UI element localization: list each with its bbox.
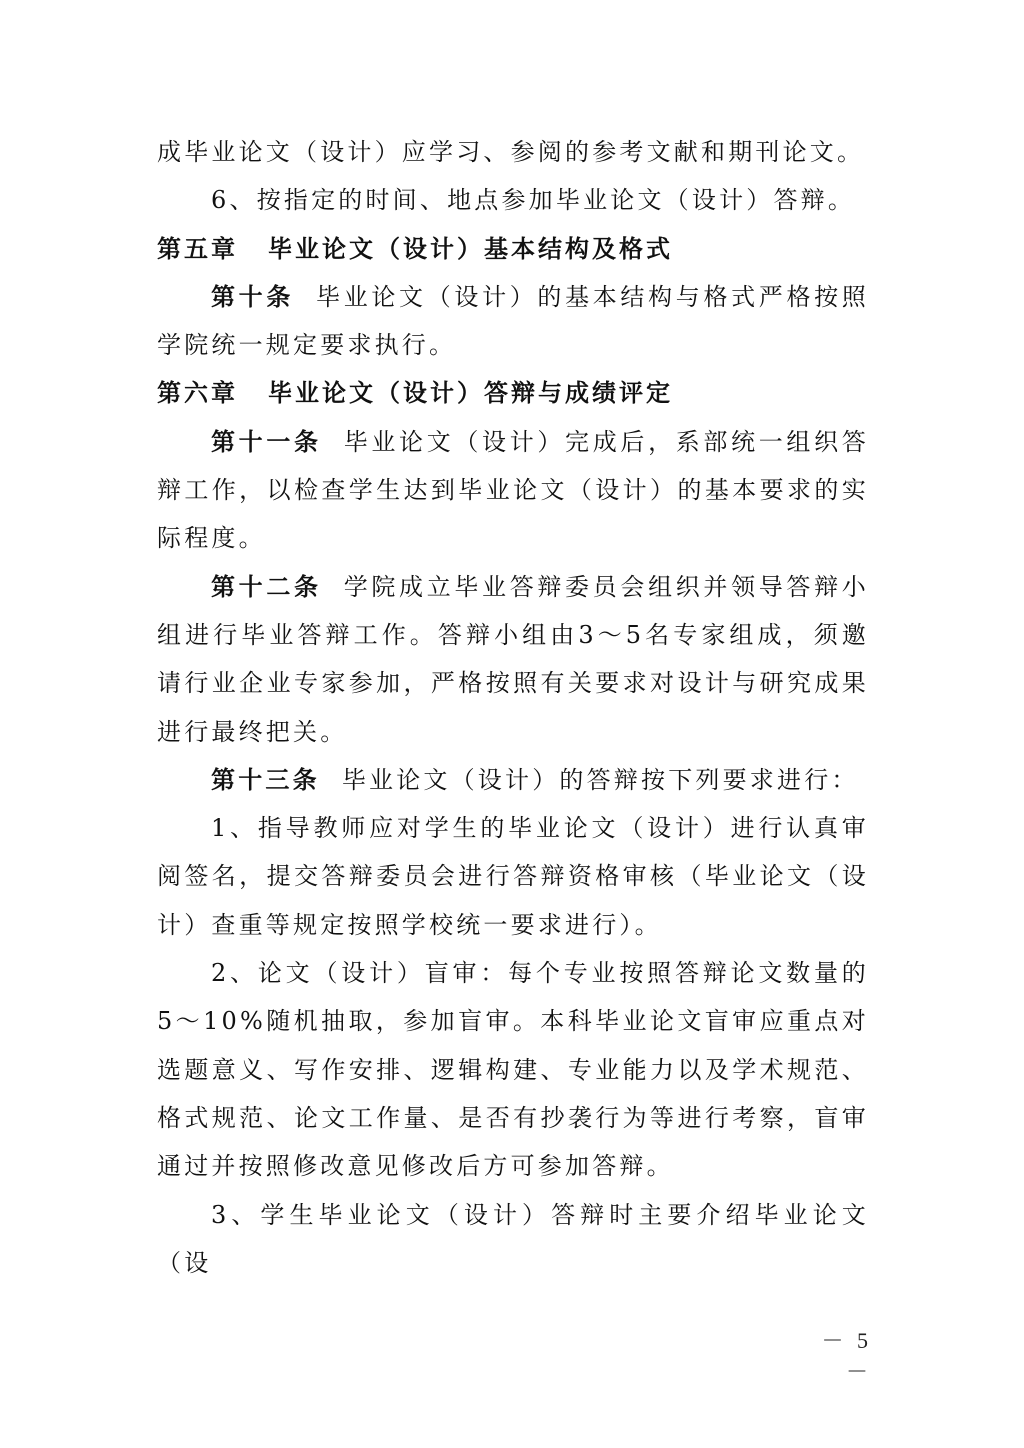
article-text: 毕业论文（设计）完成后，系部统一组织答辩工作，以检查学生达到毕业论文（设计）的基本要求的实际程度。	[157, 427, 869, 553]
page-number: － 5 －	[821, 1328, 872, 1384]
list-item-1: 1、指导教师应对学生的毕业论文（设计）进行认真审阅签名，提交答辩委员会进行答辩资格审核（毕业论文（设计）查重等规定按照学校统一要求进行）。	[157, 814, 869, 939]
article-text: 学院成立毕业答辩委员会组织并领导答辩小组进行毕业答辩工作。答辩小组由3～5名专家组成，须邀请行业企业专家参加，严格按照有关要求对设计与研究成果进行最终把关。	[157, 572, 869, 746]
article-text: 毕业论文（设计）的基本结构与格式严格按照学院统一规定要求执行。	[157, 282, 870, 360]
article-label: 第十一条	[211, 427, 322, 456]
article-label: 第十三条	[211, 765, 320, 794]
chapter-title: 毕业论文（设计）基本结构及格式	[268, 234, 673, 263]
document-body	[157, 128, 869, 1287]
paragraph-continuation: 成毕业论文（设计）应学习、参阅的参考文献和期刊论文。	[157, 138, 865, 166]
article-11	[157, 418, 869, 563]
article-12	[157, 563, 869, 756]
article-text: 毕业论文（设计）的答辩按下列要求进行：	[341, 765, 859, 794]
chapter-heading-6	[157, 369, 869, 417]
list-item-6: 6、按指定的时间、地点参加毕业论文（设计）答辩。	[211, 186, 856, 215]
article-label: 第十二条	[211, 572, 322, 601]
chapter-number: 第六章	[157, 379, 238, 408]
chapter-number: 第五章	[157, 234, 238, 263]
chapter-heading-5	[157, 225, 869, 273]
list-item-3: 3、学生毕业论文（设计）答辩时主要介绍毕业论文（设	[157, 1200, 869, 1277]
list-item-2: 2、论文（设计）盲审：每个专业按照答辩论文数量的5～10%随机抽取，参加盲审。本科毕业论文盲审应重点对选题意义、写作安排、逻辑构建、专业能力以及学术规范、格式规范、论文工作量、是否有抄袭行为等进行考察，盲审通过并按照修改意见修改后方可参加答辩。	[157, 959, 869, 1181]
article-13	[157, 756, 869, 804]
article-label: 第十条	[211, 282, 295, 311]
article-10	[157, 273, 869, 370]
chapter-title: 毕业论文（设计）答辩与成绩评定	[268, 379, 673, 408]
